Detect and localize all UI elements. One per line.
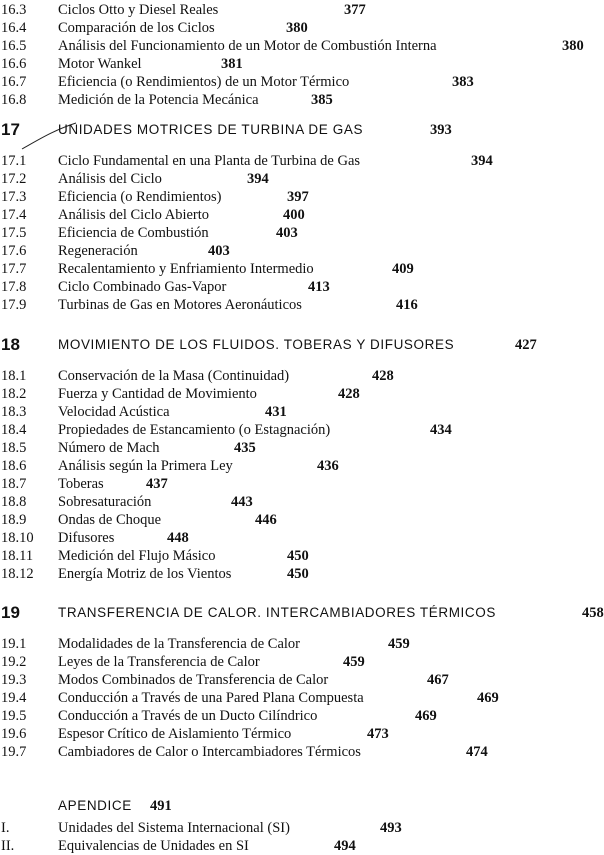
chapter-number: 17 xyxy=(1,120,20,139)
chapter-page-number: 427 xyxy=(515,337,537,353)
entry-page-number: 394 xyxy=(247,171,269,187)
entry-number: 18.5 xyxy=(1,440,27,456)
entry-number: 16.8 xyxy=(1,92,27,108)
entry-number: 19.3 xyxy=(1,672,27,688)
entry-number: 18.6 xyxy=(1,458,27,474)
entry-page-number: 383 xyxy=(452,74,474,90)
entry-title: Fuerza y Cantidad de Movimiento xyxy=(58,386,257,402)
chapter-page-number: 458 xyxy=(582,605,604,621)
entry-page-number: 469 xyxy=(477,690,499,706)
entry-number: I. xyxy=(1,820,10,836)
entry-page-number: 431 xyxy=(265,404,287,420)
entry-number: 16.6 xyxy=(1,56,27,72)
chapter-title: MOVIMIENTO DE LOS FLUIDOS. TOBERAS Y DIFUSORES xyxy=(58,337,455,352)
entry-number: 18.1 xyxy=(1,368,27,384)
entry-page-number: 474 xyxy=(466,744,488,760)
entry-page-number: 397 xyxy=(287,189,309,205)
chapter-title: APENDICE xyxy=(58,798,132,813)
entry-title: Velocidad Acústica xyxy=(58,404,170,420)
entry-number: 17.6 xyxy=(1,243,27,259)
entry-title: Análisis del Ciclo xyxy=(58,171,162,187)
chapter-title: TRANSFERENCIA DE CALOR. INTERCAMBIADORES TÉRMICOS xyxy=(58,605,496,620)
entry-page-number: 380 xyxy=(562,38,584,54)
entry-page-number: 459 xyxy=(388,636,410,652)
entry-title: Análisis según la Primera Ley xyxy=(58,458,233,474)
entry-page-number: 385 xyxy=(311,92,333,108)
entry-page-number: 381 xyxy=(221,56,243,72)
entry-title: Motor Wankel xyxy=(58,56,142,72)
entry-number: II. xyxy=(1,838,15,854)
entry-number: 18.7 xyxy=(1,476,27,492)
chapter-title: UNIDADES MOTRICES DE TURBINA DE GAS xyxy=(58,122,364,137)
entry-page-number: 450 xyxy=(287,566,309,582)
entry-number: 17.9 xyxy=(1,297,27,313)
entry-number: 19.5 xyxy=(1,708,27,724)
entry-title: Ciclo Fundamental en una Planta de Turbina de Gas xyxy=(58,153,361,169)
entry-page-number: 450 xyxy=(287,548,309,564)
entry-number: 16.4 xyxy=(1,20,27,36)
entry-title: Unidades del Sistema Internacional (SI) xyxy=(58,820,290,836)
entry-page-number: 437 xyxy=(146,476,168,492)
entry-number: 18.9 xyxy=(1,512,27,528)
entry-page-number: 428 xyxy=(372,368,394,384)
entry-number: 18.3 xyxy=(1,404,27,420)
entry-title: Eficiencia (o Rendimientos) de un Motor Térmico xyxy=(58,74,350,90)
entry-title: Leyes de la Transferencia de Calor xyxy=(58,654,260,670)
entry-page-number: 459 xyxy=(343,654,365,670)
entry-page-number: 446 xyxy=(255,512,277,528)
entry-number: 16.7 xyxy=(1,74,27,90)
entry-number: 19.4 xyxy=(1,690,27,706)
entry-title: Difusores xyxy=(58,530,115,546)
entry-number: 17.8 xyxy=(1,279,27,295)
entry-number: 18.12 xyxy=(1,566,34,582)
entry-title: Comparación de los Ciclos xyxy=(58,20,215,36)
entry-page-number: 377 xyxy=(344,2,366,18)
entry-title: Energía Motriz de los Vientos xyxy=(58,566,232,582)
entry-page-number: 394 xyxy=(471,153,493,169)
entry-page-number: 413 xyxy=(308,279,330,295)
entry-title: Modalidades de la Transferencia de Calor xyxy=(58,636,300,652)
entry-number: 17.7 xyxy=(1,261,27,277)
entry-title: Propiedades de Estancamiento (o Estagnación) xyxy=(58,422,331,438)
entry-title: Medición de la Potencia Mecánica xyxy=(58,92,259,108)
entry-page-number: 400 xyxy=(283,207,305,223)
entry-number: 18.10 xyxy=(1,530,34,546)
entry-title: Análisis del Ciclo Abierto xyxy=(58,207,210,223)
entry-page-number: 380 xyxy=(286,20,308,36)
entry-page-number: 434 xyxy=(430,422,452,438)
entry-number: 18.8 xyxy=(1,494,27,510)
entry-title: Medición del Flujo Másico xyxy=(58,548,216,564)
entry-page-number: 443 xyxy=(231,494,253,510)
entry-page-number: 403 xyxy=(276,225,298,241)
entry-title: Conducción a Través de un Ducto Cilíndrico xyxy=(58,708,318,724)
entry-title: Conducción a Través de una Pared Plana Compuesta xyxy=(58,690,364,706)
chapter-page-number: 491 xyxy=(150,798,172,814)
entry-title: Número de Mach xyxy=(58,440,160,456)
entry-title: Equivalencias de Unidades en SI xyxy=(58,838,249,854)
entry-number: 18.11 xyxy=(1,548,34,564)
entry-number: 19.1 xyxy=(1,636,27,652)
entry-number: 19.6 xyxy=(1,726,27,742)
entry-title: Regeneración xyxy=(58,243,138,259)
entry-title: Sobresaturación xyxy=(58,494,152,510)
entry-number: 17.1 xyxy=(1,153,27,169)
entry-title: Cambiadores de Calor o Intercambiadores Térmicos xyxy=(58,744,361,760)
entry-number: 17.2 xyxy=(1,171,27,187)
entry-title: Recalentamiento y Enfriamiento Intermedio xyxy=(58,261,314,277)
entry-title: Eficiencia de Combustión xyxy=(58,225,209,241)
entry-title: Modos Combinados de Transferencia de Calor xyxy=(58,672,329,688)
entry-page-number: 403 xyxy=(208,243,230,259)
entry-page-number: 436 xyxy=(317,458,339,474)
entry-number: 19.7 xyxy=(1,744,27,760)
entry-number: 17.4 xyxy=(1,207,27,223)
entry-page-number: 435 xyxy=(234,440,256,456)
entry-page-number: 493 xyxy=(380,820,402,836)
chapter-number: 18 xyxy=(1,335,20,354)
entry-page-number: 428 xyxy=(338,386,360,402)
entry-page-number: 409 xyxy=(392,261,414,277)
entry-page-number: 469 xyxy=(415,708,437,724)
entry-number: 17.5 xyxy=(1,225,27,241)
entry-title: Conservación de la Masa (Continuidad) xyxy=(58,368,290,384)
entry-number: 16.5 xyxy=(1,38,27,54)
entry-number: 17.3 xyxy=(1,189,27,205)
entry-title: Análisis del Funcionamiento de un Motor de Combustión Interna xyxy=(58,38,437,54)
entry-title: Ciclos Otto y Diesel Reales xyxy=(58,2,219,18)
entry-page-number: 494 xyxy=(334,838,356,854)
entry-number: 19.2 xyxy=(1,654,27,670)
entry-page-number: 467 xyxy=(427,672,449,688)
entry-title: Espesor Crítico de Aislamiento Térmico xyxy=(58,726,292,742)
entry-title: Eficiencia (o Rendimientos) xyxy=(58,189,222,205)
entry-title: Turbinas de Gas en Motores Aeronáuticos xyxy=(58,297,302,313)
entry-page-number: 416 xyxy=(396,297,418,313)
entry-number: 16.3 xyxy=(1,2,27,18)
entry-title: Ciclo Combinado Gas-Vapor xyxy=(58,279,227,295)
entry-title: Toberas xyxy=(58,476,104,492)
entry-title: Ondas de Choque xyxy=(58,512,162,528)
chapter-number: 19 xyxy=(1,603,20,622)
entry-page-number: 473 xyxy=(367,726,389,742)
entry-number: 18.4 xyxy=(1,422,27,438)
entry-page-number: 448 xyxy=(167,530,189,546)
entry-number: 18.2 xyxy=(1,386,27,402)
chapter-page-number: 393 xyxy=(430,122,452,138)
